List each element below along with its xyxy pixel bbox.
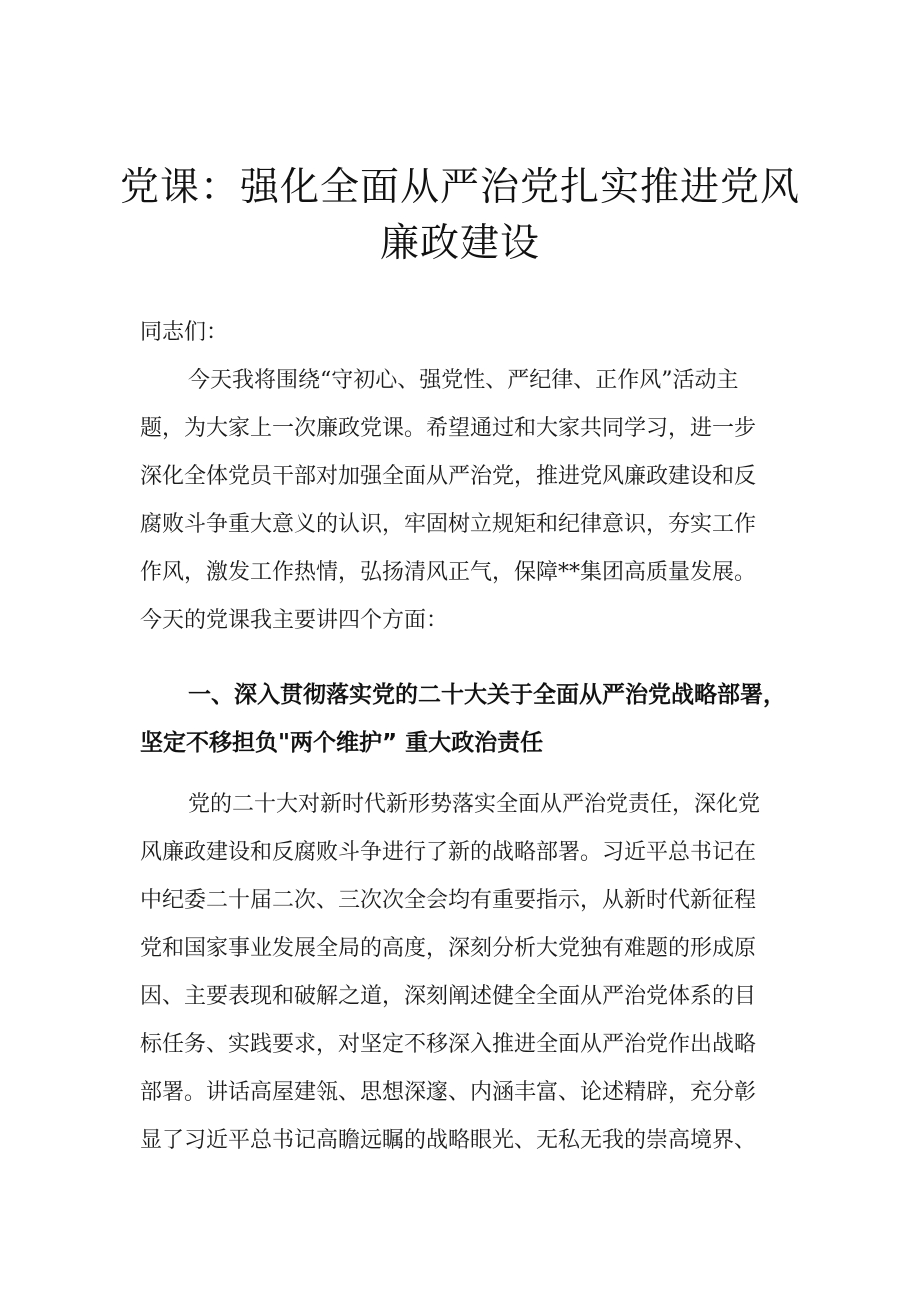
intro-line-2: 题，为大家上一次廉政党课。希望通过和大家共同学习，进一步 xyxy=(140,416,757,441)
section-1-line-6: 标任务、实践要求，对坚定不移深入推进全面从严治党作出战略 xyxy=(140,1032,757,1057)
section-1-line-7: 部署。讲话高屋建瓴、思想深邃、内涵丰富、论述精辟，充分彰 xyxy=(140,1080,757,1105)
section-1-line-3: 中纪委二十届二次、三次次全会均有重要指示，从新时代新征程 xyxy=(140,888,757,913)
section-1-heading-line-1: 一、深入贯彻落实党的二十大关于全面从严治党战略部署， xyxy=(188,682,786,708)
section-1-heading-line-2: 坚定不移担负"两个维护” 重大政治责任 xyxy=(140,730,544,756)
intro-line-5: 作风，激发工作热情，弘扬清风正气，保障**集团高质量发展。 xyxy=(140,560,757,585)
document-title-line-2: 廉政建设 xyxy=(379,221,540,266)
document-title-line-1: 党课：强化全面从严治党扎实推进党风 xyxy=(119,165,800,210)
intro-line-4: 腐败斗争重大意义的认识，牢固树立规矩和纪律意识，夯实工作 xyxy=(140,512,757,537)
intro-line-3: 深化全体党员干部对加强全面从严治党，推进党风廉政建设和反 xyxy=(140,464,757,489)
section-1-line-5: 因、主要表现和破解之道，深刻阐述健全全面从严治党体系的目 xyxy=(140,984,757,1009)
section-1-line-1: 党的二十大对新时代新形势落实全面从严治党责任，深化党 xyxy=(188,792,761,817)
section-1-line-4: 党和国家事业发展全局的高度，深刻分析大党独有难题的形成原 xyxy=(140,936,757,961)
salutation: 同志们： xyxy=(140,320,229,345)
section-1-line-8: 显了习近平总书记高瞻远瞩的战略眼光、无私无我的崇高境界、 xyxy=(140,1128,757,1153)
intro-line-6: 今天的党课我主要讲四个方面： xyxy=(140,608,449,633)
section-1-line-2: 风廉政建设和反腐败斗争进行了新的战略部署。习近平总书记在 xyxy=(140,840,757,865)
intro-line-1: 今天我将围绕“守初心、强党性、严纪律、正作风”活动主 xyxy=(188,368,739,393)
